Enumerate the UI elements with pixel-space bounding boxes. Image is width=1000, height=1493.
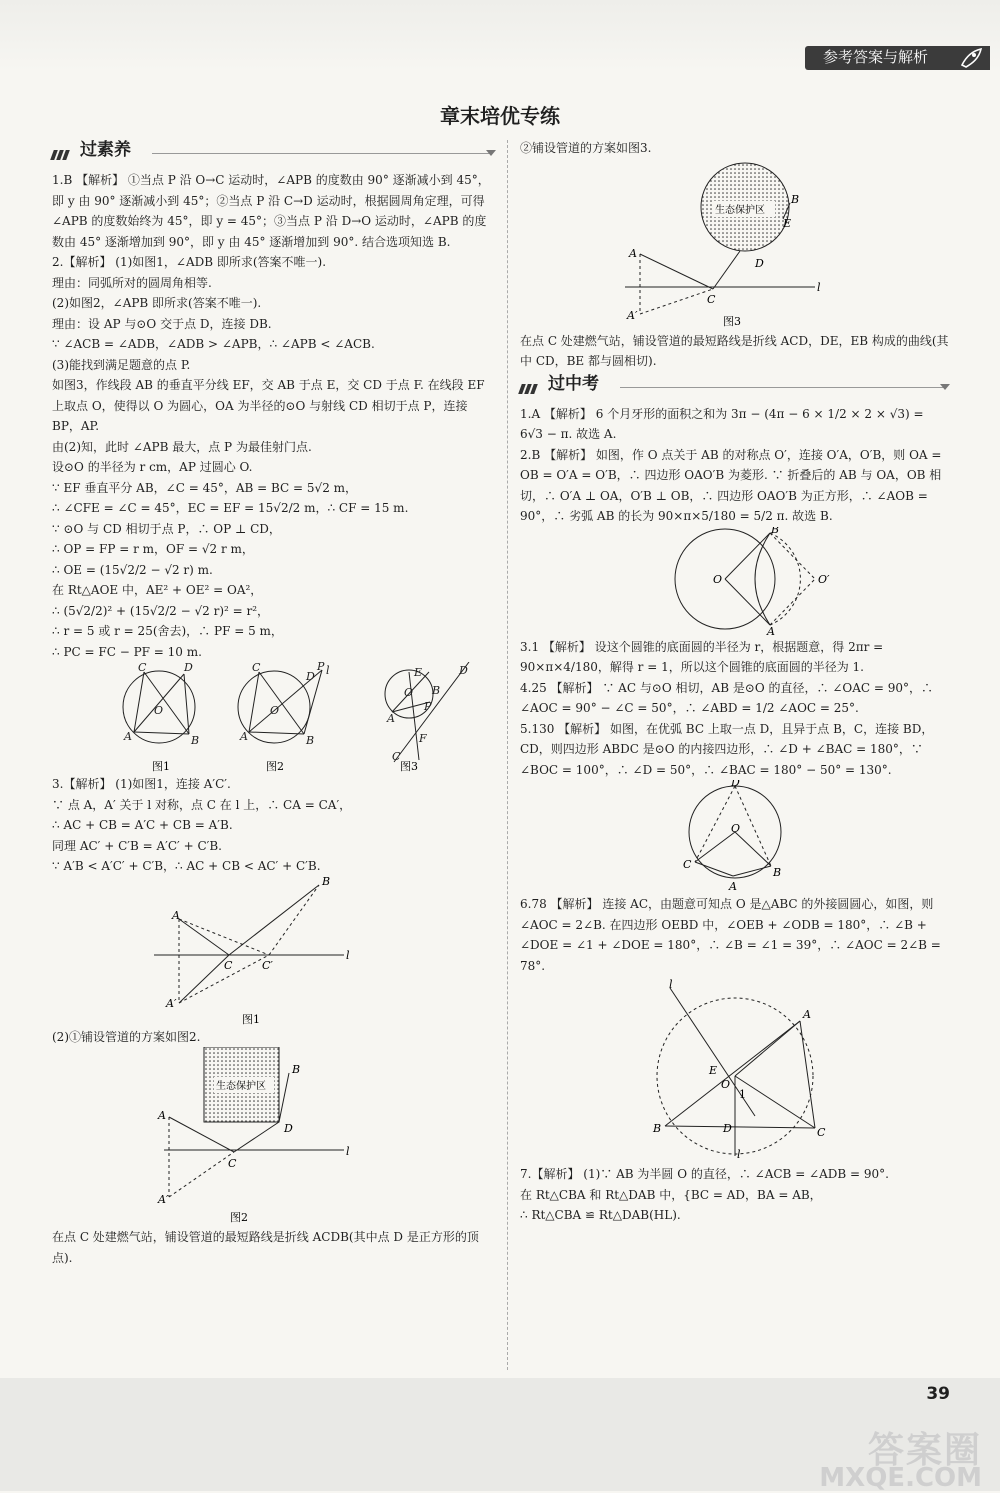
fig-q2-3 bbox=[385, 662, 469, 763]
svg-text:l: l bbox=[817, 280, 821, 294]
svg-text:P: P bbox=[317, 662, 325, 673]
protected-zone-label: 生态保护区 bbox=[216, 1081, 266, 1092]
svg-text:D: D bbox=[459, 664, 468, 677]
answer-c6: 6.78 【解析】 连接 AC，由题意可知点 O 是△ABC 的外接圆圆心，如图，则 ∠AOC = 2∠B. 在四边形 OEBD 中，∠OEB + ∠ODB = 180°，∴ ∠B + ∠DOE = ∠1 + ∠DOE = 180°，∴ ∠B = ∠1 = 39°，∴ ∠AOC = 2∠B = 78°. bbox=[520, 897, 941, 973]
rocket-icon bbox=[958, 47, 984, 69]
svg-text:l: l bbox=[346, 948, 350, 962]
figure-c2 bbox=[520, 527, 950, 637]
header-tag-label: 参考答案与解析 bbox=[823, 49, 929, 66]
figure-q3-2 bbox=[52, 1047, 496, 1227]
right-column bbox=[520, 138, 950, 1226]
svg-text:E: E bbox=[414, 666, 423, 679]
page-number: 39 bbox=[926, 1384, 950, 1404]
svg-text:B: B bbox=[791, 192, 800, 206]
svg-text:O: O bbox=[731, 822, 741, 835]
svg-text:C: C bbox=[392, 750, 401, 763]
svg-text:A: A bbox=[158, 1109, 166, 1122]
text-line: 理由：设 AP 与⊙O 交于点 D，连接 DB. bbox=[52, 316, 272, 331]
fig-q2-2 bbox=[238, 662, 330, 747]
left-column bbox=[52, 138, 496, 1268]
svg-text:E: E bbox=[709, 1064, 718, 1077]
pipeline-square-figure bbox=[144, 1047, 404, 1225]
svg-text:D: D bbox=[723, 1122, 732, 1135]
watermark-url: MXQE.COM bbox=[819, 1463, 982, 1493]
svg-text:A: A bbox=[767, 624, 775, 635]
text-line: ∵ 点 A，A′ 关于 l 对称，点 C 在 l 上，∴ CA = CA′， bbox=[52, 797, 352, 812]
text-line: ②铺设管道的方案如图3. bbox=[520, 141, 652, 155]
svg-text:A: A bbox=[172, 908, 180, 922]
svg-text:C′: C′ bbox=[262, 958, 273, 972]
svg-text:A: A bbox=[387, 712, 395, 725]
reflection-figure bbox=[144, 877, 404, 1027]
svg-text:B: B bbox=[191, 734, 200, 747]
caption: 图3 bbox=[723, 314, 741, 328]
footer-band bbox=[0, 1378, 1000, 1491]
text-line: ∵ ⊙O 与 CD 相切于点 P，∴ OP ⊥ CD， bbox=[52, 521, 281, 536]
svg-text:D: D bbox=[184, 662, 193, 674]
svg-text:P: P bbox=[424, 700, 432, 713]
svg-text:O: O bbox=[721, 1078, 731, 1091]
inscribed-quad-figure bbox=[635, 780, 835, 892]
svg-text:l: l bbox=[346, 1145, 350, 1158]
answer-c2: 2.B 【解析】 如图，作 O 点关于 AB 的对称点 O′，连接 O′A，O′B，则 OA = OB = O′A = O′B，∴ 四边形 OAO′B 为菱形. ∵ 折叠后的 AB 与 OA，OB 相切，∴ O′A ⊥ OA，O′B ⊥ OB，∴ 四边形 OAO′B 为正方形，∴ ∠AOB = 90°，∴ 劣弧 AB 的长为 90×π×5/180 = 5/2 π. 故选 B. bbox=[520, 447, 942, 523]
text-line: ∴ r = 5 或 r = 25(舍去)，∴ PF = 5 m， bbox=[52, 624, 283, 638]
text-line: ∴ PC = FC − PF = 10 m. bbox=[52, 644, 202, 659]
svg-text:D: D bbox=[755, 256, 764, 270]
svg-text:B: B bbox=[432, 684, 441, 697]
svg-text:B: B bbox=[653, 1122, 662, 1135]
circle-figures bbox=[74, 662, 474, 772]
answer-c3: 3.1 【解析】 设这个圆锥的底面圆的半径为 r，根据题意，得 2πr = 90×π×4/180，解得 r = 1，所以这个圆锥的底面圆的半径为 1. bbox=[520, 639, 884, 674]
svg-text:C: C bbox=[252, 662, 261, 674]
figure-c5 bbox=[520, 780, 950, 894]
svg-text:l: l bbox=[326, 664, 330, 677]
svg-text:B: B bbox=[292, 1063, 301, 1076]
caption-fig3: 图3 bbox=[400, 760, 418, 772]
svg-text:A′: A′ bbox=[158, 1193, 169, 1206]
section-mark-icon bbox=[520, 380, 542, 392]
text-line: 由(2)知，此时 ∠APB 最大，点 P 为最佳射门点. bbox=[52, 439, 312, 454]
figure-q3-3 bbox=[520, 159, 950, 331]
text-line: ∴ AC + CB = A′C + CB = A′B. bbox=[52, 818, 233, 832]
section-title: 过中考 bbox=[548, 373, 599, 394]
text-line: 在 Rt△CBA 和 Rt△DAB 中，{BC = AD，BA = AB， bbox=[520, 1187, 822, 1202]
caption-fig2: 图2 bbox=[266, 760, 284, 772]
caption-fig1: 图1 bbox=[152, 760, 170, 772]
svg-text:A′: A′ bbox=[166, 996, 177, 1010]
section-header-1 bbox=[52, 140, 496, 166]
answer-c4: 4.25 【解析】 ∵ AC 与⊙O 相切，AB 是⊙O 的直径，∴ ∠OAC = 90°，∴ ∠AOC = 90° − ∠C = 50°，∴ ∠ABD = 1/2 ∠AOC = 25°. bbox=[520, 680, 934, 715]
watermark-logo: 答案圈 bbox=[867, 1430, 982, 1471]
text-line: 设⊙O 的半径为 r cm，AP 过圆心 O. bbox=[52, 460, 253, 474]
text-line: (3)能找到满足题意的点 P. bbox=[52, 357, 191, 372]
svg-text:C: C bbox=[817, 1126, 826, 1139]
svg-text:O: O bbox=[154, 704, 164, 717]
text-line: ∴ (5√2/2)² + (15√2/2 − √2 r)² = r²， bbox=[52, 603, 270, 618]
circumcircle-figure bbox=[625, 976, 845, 1162]
text-line: ∵ EF 垂直平分 AB，∠C = 45°，AB = BC = 5√2 m， bbox=[52, 480, 358, 495]
svg-text:D: D bbox=[284, 1122, 293, 1135]
svg-text:B: B bbox=[322, 876, 331, 888]
svg-text:A′: A′ bbox=[627, 308, 638, 322]
answer-3: 3.【解析】 (1)如图1，连接 A′C′. bbox=[52, 777, 231, 791]
fig-q2-1 bbox=[123, 662, 199, 747]
caption: 图1 bbox=[242, 1012, 260, 1026]
text-line: 在点 C 处建燃气站，铺设管道的最短路线是折线 ACDB(其中点 D 是正方形的顶点). bbox=[52, 1230, 479, 1265]
column-divider bbox=[507, 140, 508, 1370]
text-line: ∴ OE = (15√2/2 − √2 r) m. bbox=[52, 562, 213, 577]
header-band bbox=[0, 0, 1000, 72]
svg-text:C: C bbox=[228, 1157, 237, 1170]
caption: 图2 bbox=[230, 1211, 248, 1224]
svg-text:A: A bbox=[803, 1008, 811, 1021]
text-line: (2)①铺设管道的方案如图2. bbox=[52, 1029, 201, 1044]
header-tag bbox=[805, 46, 990, 70]
fold-circle-figure bbox=[635, 527, 835, 635]
svg-text:F: F bbox=[419, 732, 427, 745]
text-line: ∴ OP = FP = r m，OF = √2 r m， bbox=[52, 542, 254, 556]
answer-c5: 5.130 【解析】 如图，在优弧 BC 上取一点 D，且异于点 B，C，连接 BD，CD，则四边形 ABDC 是⊙O 的内接四边形，∴ ∠D + ∠BAC = 180°，∵ ∠BOC = 100°，∴ ∠D = 50°，∴ ∠BAC = 180° − 50° = 130°. bbox=[520, 721, 934, 777]
svg-text:E: E bbox=[783, 216, 792, 230]
answer-c1: 1.A 【解析】 6 个月牙形的面积之和为 3π − (4π − 6 × 1/2 × 2 × √3) = 6√3 − π. 故选 A. bbox=[520, 406, 924, 441]
svg-text:A: A bbox=[124, 730, 132, 743]
protected-zone-label: 生态保护区 bbox=[715, 204, 765, 216]
page-title: 章末培优专练 bbox=[440, 104, 560, 128]
text-line: ∴ Rt△CBA ≌ Rt△DAB(HL). bbox=[520, 1208, 681, 1222]
svg-text:C: C bbox=[683, 858, 692, 871]
answer-c7: 7.【解析】 (1)∵ AB 为半圆 O 的直径，∴ ∠ACB = ∠ADB = 90°. bbox=[520, 1167, 889, 1181]
text-line: 同理 AC′ + C′B = A′C′ + C′B. bbox=[52, 838, 222, 853]
text-line: 在 Rt△AOE 中，AE² + OE² = OA²， bbox=[52, 583, 263, 597]
text-line: 理由：同弧所对的圆周角相等. bbox=[52, 275, 212, 290]
text-line: ∴ ∠CFE = ∠C = 45°，EC = EF = 15√2/2 m，∴ CF = 15 m. bbox=[52, 501, 409, 515]
text-line: ∵ ∠ACB = ∠ADB，∠ADB > ∠APB，∴ ∠APB < ∠ACB. bbox=[52, 337, 375, 351]
answer-2: 2.【解析】 (1)如图1，∠ADB 即所求(答案不唯一). bbox=[52, 255, 327, 269]
svg-text:A: A bbox=[240, 730, 248, 743]
text-line: 如图3，作线段 AB 的垂直平分线 EF，交 AB 于点 E，交 CD 于点 F. 在线段 EF 上取点 O，使得以 O 为圆心，OA 为半径的⊙O 与射线 CD 相切于点 P，连接 BP，AP. bbox=[52, 378, 485, 433]
pipeline-circle-figure bbox=[605, 159, 865, 329]
section-mark-icon bbox=[52, 146, 74, 158]
figure-row-q2 bbox=[52, 662, 496, 774]
svg-text:1: 1 bbox=[739, 1088, 746, 1101]
figure-c6 bbox=[520, 976, 950, 1164]
section-title: 过素养 bbox=[80, 140, 131, 160]
svg-text:B: B bbox=[771, 526, 780, 536]
svg-text:A: A bbox=[729, 880, 737, 892]
svg-text:l: l bbox=[669, 978, 673, 991]
section-header-2 bbox=[520, 374, 950, 400]
text-line: 在点 C 处建燃气站，铺设管道的最短路线是折线 ACD，DE，EB 构成的曲线(其中 CD，BE 都与圆相切). bbox=[520, 333, 949, 368]
text-line: ∵ A′B < A′C′ + C′B，∴ AC + CB < AC′ + C′B. bbox=[52, 859, 321, 873]
svg-text:O: O bbox=[713, 572, 723, 586]
answer-1: 1.B 【解析】 ①当点 P 沿 O→C 运动时，∠APB 的度数由 90° 逐渐减小到 45°，即 y 由 90° 逐渐减小到 45°；②当点 P 沿 C→D 运动时，根据圆周角定理，可得 ∠APB 的度数始终为 45°，即 y = 45°；③当点 P 沿 D→O 运动时，∠APB 的度数由 45° 逐渐增加到 90°，即 y 由 45° 逐渐增加到 90°. 结合选项知选 B. bbox=[52, 173, 490, 249]
svg-text:C: C bbox=[138, 662, 147, 674]
svg-text:l: l bbox=[737, 1148, 741, 1161]
svg-text:O: O bbox=[404, 686, 414, 699]
svg-text:D: D bbox=[731, 780, 740, 789]
svg-text:B: B bbox=[306, 734, 315, 747]
svg-text:O′: O′ bbox=[818, 572, 830, 586]
text-line: (2)如图2，∠APB 即所求(答案不唯一). bbox=[52, 296, 262, 310]
svg-text:O: O bbox=[270, 704, 280, 717]
svg-text:C: C bbox=[707, 292, 716, 306]
svg-text:B: B bbox=[773, 866, 782, 879]
svg-text:C: C bbox=[224, 958, 233, 972]
svg-text:A: A bbox=[629, 246, 637, 260]
figure-q3-1 bbox=[52, 877, 496, 1027]
svg-text:D: D bbox=[306, 670, 315, 683]
